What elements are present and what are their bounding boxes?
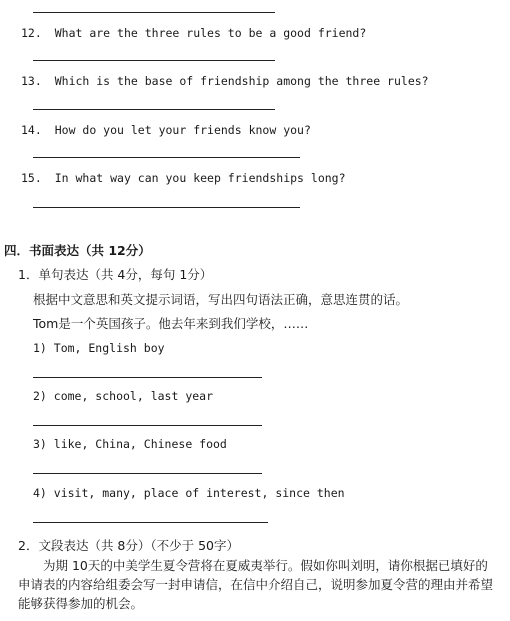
question-13 (21, 74, 429, 88)
part2-paragraph: 为期 10天的中美学生夏令营将在夏威夷举行。假如你叫刘明，请你根据已填好的申请表的内容给组委会写一封申请信，在信中介绍自己，说明参加夏令营的理由并希望能够获得参加的机会。 (18, 558, 494, 611)
question-text: How do you let your friends know you? (54, 123, 311, 137)
answer-line-prompt-2[interactable] (33, 425, 262, 426)
question-number: 13. (21, 74, 42, 88)
prompt-1: 1) Tom, English boy (33, 341, 165, 355)
question-number: 12. (21, 26, 42, 40)
question-number: 14. (21, 123, 42, 137)
answer-line-13[interactable] (33, 109, 275, 110)
answer-line-11 (33, 12, 275, 13)
prompt-2: 2) come, school, last year (33, 389, 214, 403)
question-text: In what way can you keep friendships long? (54, 171, 346, 185)
section-heading: 四．书面表达（共 12分） (4, 243, 151, 258)
part1-instruction: 根据中文意思和英文提示词语，写出四句语法正确，意思连贯的话。 (33, 292, 409, 307)
answer-line-14[interactable] (33, 157, 300, 158)
answer-line-prompt-4[interactable] (33, 522, 268, 523)
question-12 (21, 26, 366, 40)
answer-line-12[interactable] (33, 60, 275, 61)
answer-line-15[interactable] (33, 207, 300, 208)
part1-intro: Tom是一个英国孩子。他去年来到我们学校，…… (33, 316, 309, 331)
part1-title: 1．单句表达（共 4分，每句 1分） (18, 267, 213, 282)
question-15 (21, 171, 346, 185)
question-14 (21, 123, 311, 137)
question-text: Which is the base of friendship among the three rules? (54, 74, 429, 88)
question-number: 15. (21, 171, 42, 185)
prompt-3: 3) like, China, Chinese food (33, 437, 227, 451)
answer-line-prompt-1[interactable] (33, 377, 262, 378)
part2-title: 2．文段表达（共 8分）（不少于 50字） (18, 538, 240, 553)
answer-line-prompt-3[interactable] (33, 473, 262, 474)
question-text: What are the three rules to be a good friend? (54, 26, 367, 40)
prompt-4: 4) visit, many, place of interest, since then (33, 486, 345, 500)
